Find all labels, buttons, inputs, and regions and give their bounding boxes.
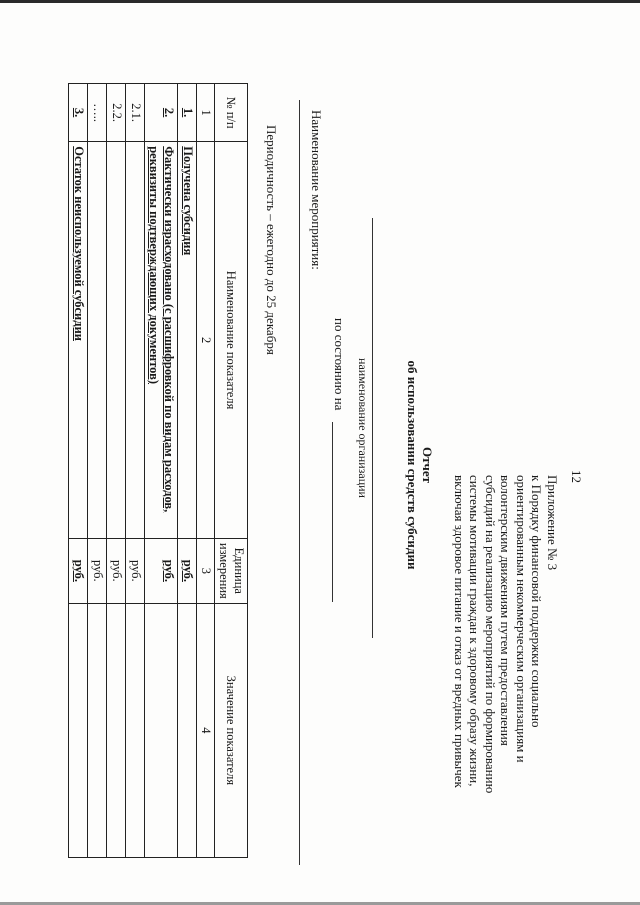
appendix-line: включая здоровое питание и отказ от вредных привычек [452,475,467,788]
table-row [69,84,88,858]
header-value: Значение показателя [215,603,248,857]
row-value [69,603,88,857]
report-table [68,83,248,858]
row-unit: руб. [145,538,178,603]
table-row [178,84,197,858]
row-name: Фактически израсходовано (с расшифровкой по видам расходов, реквизиты подтверждающих документов) [145,142,178,539]
header-num: № п/п [215,84,248,142]
row-unit: руб. [178,538,197,603]
row-value [107,603,126,857]
page-number: 12 [569,470,584,483]
row-name [88,142,107,539]
header-unit: Единица измерения [215,538,248,603]
row-name [107,142,126,539]
row-number: 2.2. [107,84,126,142]
row-number: 3. [69,84,88,142]
table-header-row [215,84,248,858]
column-number-row [197,84,215,858]
appendix-line: системы мотивации граждан к здоровому образу жизни, [467,475,483,787]
row-number: ….. [88,84,107,142]
row-name: Получена субсидия [178,142,197,539]
appendix-line: к Порядку финансовой поддержки социально [529,475,545,728]
row-unit: руб. [69,538,88,603]
title-subline: об использовании средств субсидии [405,360,420,570]
table-row [107,84,126,858]
row-unit: руб. [88,538,107,603]
row-number: 2. [145,84,178,142]
as-of-date-line [332,422,333,602]
appendix-line: волонтерским движениям путем предоставления [498,475,514,746]
report-title [405,300,435,630]
column-number: 4 [197,603,215,857]
column-number: 2 [197,142,215,539]
column-number: 1 [197,84,215,142]
measure-line [299,100,300,865]
as-of-label: по состоянию на [332,318,347,411]
org-name-line [372,218,373,638]
table-row [145,84,178,858]
row-value [126,603,145,857]
row-number: 2.1. [126,84,145,142]
appendix-block [452,475,561,895]
row-number: 1. [178,84,197,142]
periodicity-text: Периодичность – ежегодно до 25 декабря [264,125,279,355]
table-row [126,84,145,858]
row-unit: руб. [126,538,145,603]
appendix-line: субсидий на реализацию мероприятий по формированию [483,475,498,794]
appendix-line: ориентированным некоммерческим организациям и [514,475,529,763]
row-name: Остаток неиспользуемой субсидии [69,142,88,539]
row-value [88,603,107,857]
measure-label: Наименование мероприятия: [309,110,324,270]
table-row [88,84,107,858]
row-unit: руб. [107,538,126,603]
org-name-caption: наименование организации [356,358,370,498]
title-line: Отчет [420,447,435,483]
header-name: Наименование показателя [215,142,248,539]
row-name [126,142,145,539]
appendix-line: Приложение № 3 [545,475,560,571]
column-number: 3 [197,538,215,603]
row-value [145,603,178,857]
row-value [178,603,197,857]
